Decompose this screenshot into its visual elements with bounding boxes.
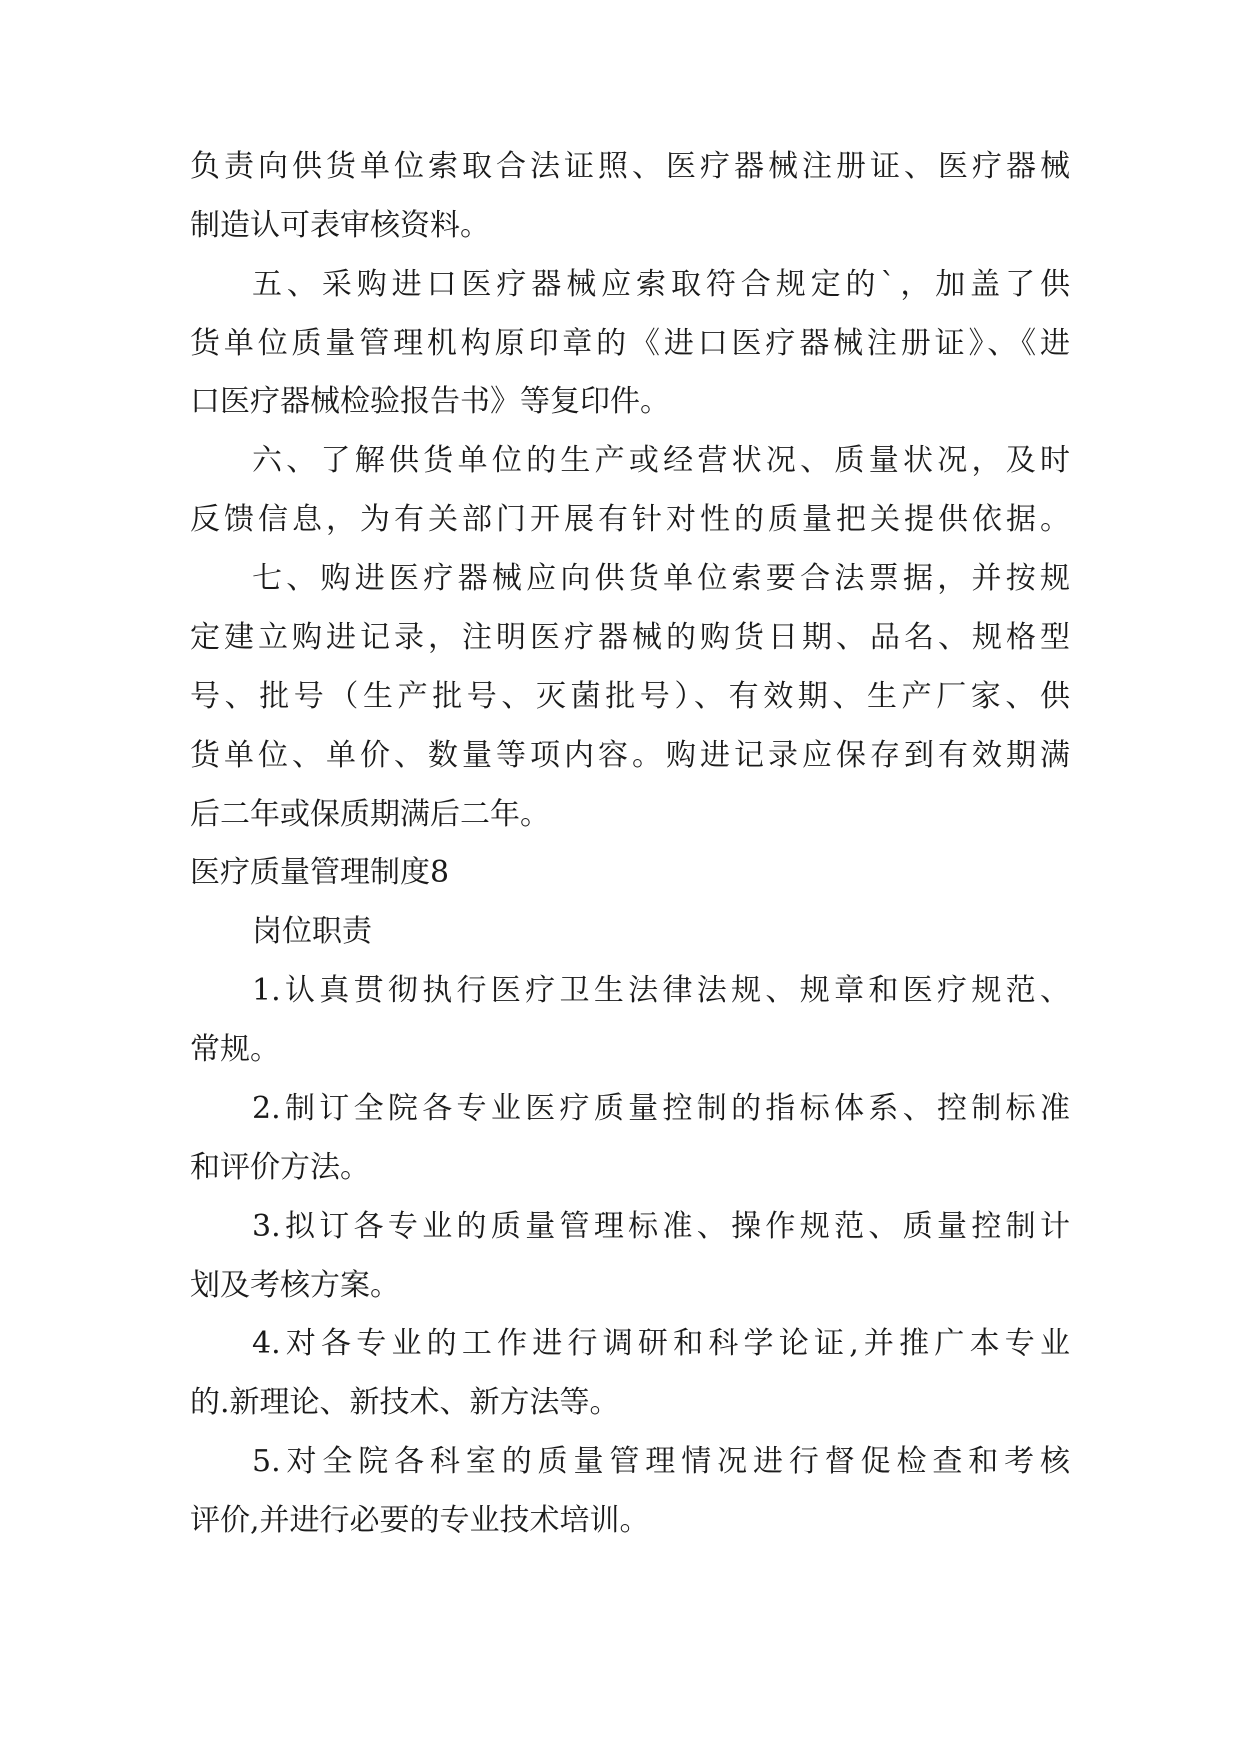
paragraph-line: 反馈信息，为有关部门开展有针对性的质量把关提供依据。 [190, 502, 1070, 537]
paragraph-line: 5.对全院各科室的质量管理情况进行督促检查和考核 [252, 1444, 1070, 1479]
subsection-heading: 岗位职责 [252, 914, 372, 949]
paragraph-line: 2.制订全院各专业医疗质量控制的指标体系、控制标准 [252, 1091, 1070, 1126]
paragraph-line: 1.认真贯彻执行医疗卫生法律法规、规章和医疗规范、 [252, 973, 1070, 1008]
paragraph-line: 的.新理论、新技术、新方法等。 [190, 1385, 620, 1420]
paragraph-line: 五、采购进口医疗器械应索取符合规定的`，加盖了供 [252, 267, 1070, 302]
paragraph-line: 3.拟订各专业的质量管理标准、操作规范、质量控制计 [252, 1209, 1070, 1244]
paragraph-line: 定建立购进记录，注明医疗器械的购货日期、品名、规格型 [190, 620, 1070, 655]
paragraph-line: 货单位质量管理机构原印章的《进口医疗器械注册证》、《进 [190, 326, 1070, 361]
paragraph-line: 常规。 [190, 1032, 280, 1067]
paragraph-line: 货单位、单价、数量等项内容。购进记录应保存到有效期满 [190, 738, 1070, 773]
paragraph-line: 六、了解供货单位的生产或经营状况、质量状况，及时 [252, 443, 1070, 478]
section-heading: 医疗质量管理制度8 [190, 855, 450, 890]
paragraph-line: 划及考核方案。 [190, 1268, 400, 1303]
paragraph-line: 评价,并进行必要的专业技术培训。 [190, 1503, 650, 1538]
paragraph-line: 号、批号（生产批号、灭菌批号）、有效期、生产厂家、供 [190, 679, 1070, 714]
paragraph-line: 口医疗器械检验报告书》等复印件。 [190, 384, 670, 419]
paragraph-line: 七、购进医疗器械应向供货单位索要合法票据，并按规 [252, 561, 1070, 596]
paragraph-line: 负责向供货单位索取合法证照、医疗器械注册证、医疗器械 [190, 149, 1070, 184]
paragraph-line: 后二年或保质期满后二年。 [190, 797, 550, 832]
paragraph-line: 4.对各专业的工作进行调研和科学论证,并推广本专业 [252, 1326, 1070, 1361]
paragraph-line: 制造认可表审核资料。 [190, 208, 490, 243]
paragraph-line: 和评价方法。 [190, 1150, 370, 1185]
